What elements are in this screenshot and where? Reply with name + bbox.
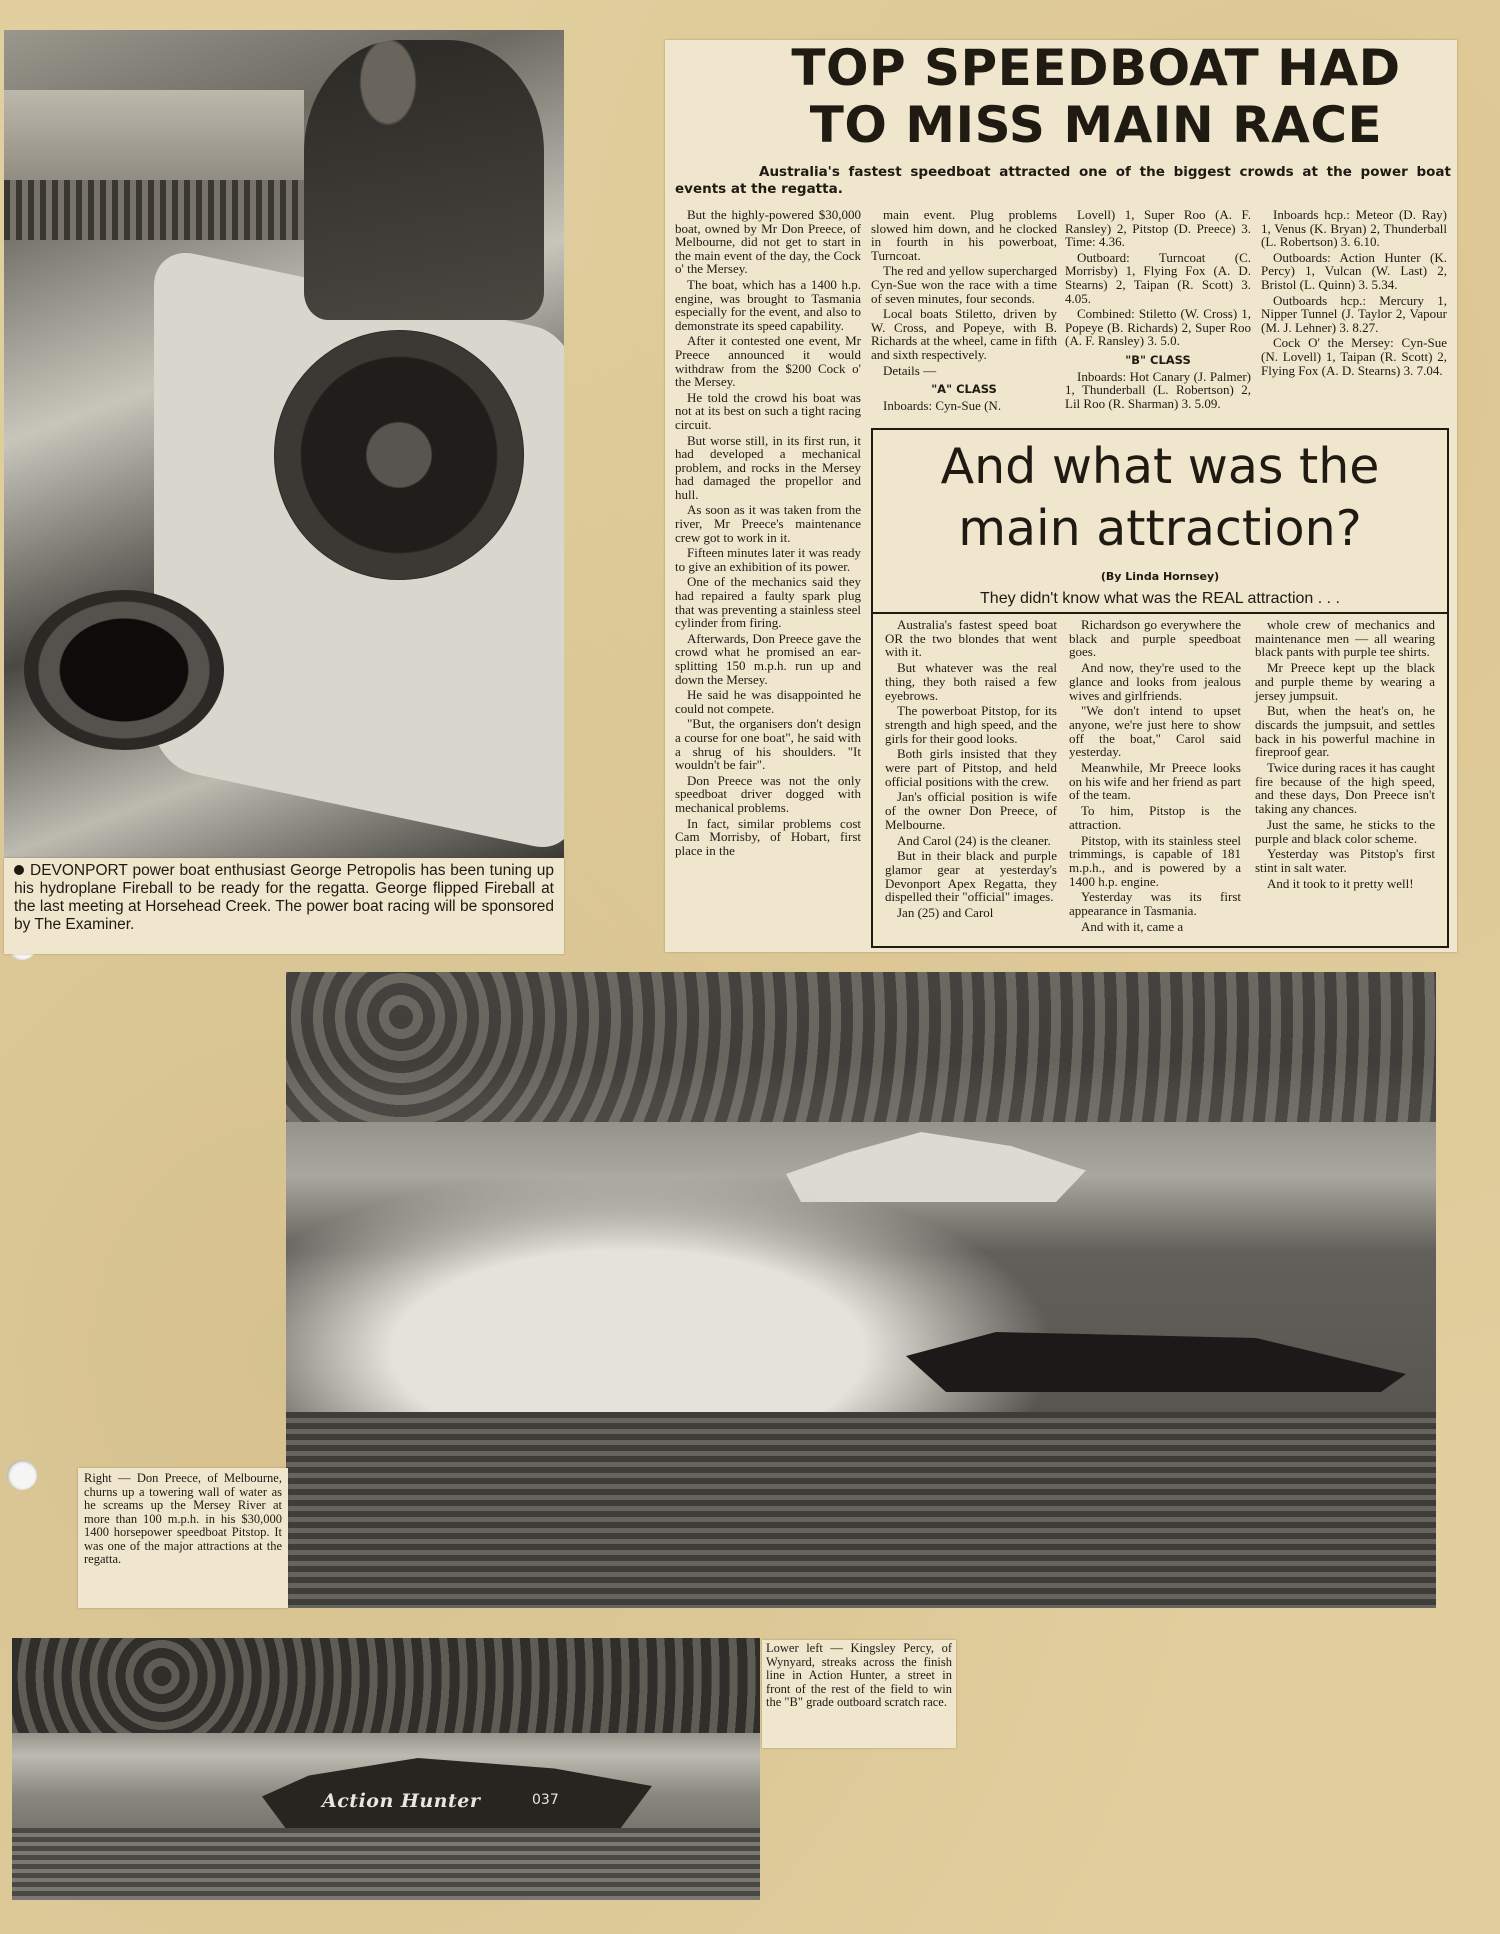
paragraph: He said he was disappointed he could not compete. (675, 687, 861, 716)
paragraph: Fifteen minutes later it was ready to give an exhibition of its power. (675, 545, 861, 574)
article-column-4 (1261, 208, 1447, 379)
paragraph: In fact, similar problems cost Cam Morrisby, of Hobart, first place in the (675, 815, 861, 858)
paragraph: And now, they're used to the glance and looks from jealous wives and girlfriends. (1069, 660, 1241, 703)
paragraph: And with it, came a (1081, 918, 1184, 934)
results-line: Lovell) 1, Super Roo (A. F. Ransley) 2, Pitstop (D. Preece) 3. Time: 4.36. (1065, 207, 1251, 250)
photo-hydroplane-engine (4, 30, 564, 858)
paragraph: But the highly-powered $30,000 boat, owned by Mr Don Preece, of Melbourne, did not get to start in the main event of the day, the Cock o' the Mersey. (675, 207, 861, 277)
paragraph: Jan (25) and Carol (897, 905, 994, 921)
paragraph: The boat, which has a 1400 h.p. engine, was brought to Tasmania especially for the event, and also to demonstrate its speed capability. (675, 276, 861, 333)
results-subhead-a-class: "A" CLASS (931, 382, 997, 397)
paragraph: But, when the heat's on, he discards the jumpsuit, and settles back in his powerful machine in fireproof gear. (1255, 703, 1435, 760)
caption-engine-photo (4, 858, 564, 954)
paragraph: And Carol (24) is the cleaner. (897, 832, 1051, 848)
paragraph: Jan's official position is wife of the owner Don Preece, of Melbourne. (885, 789, 1057, 832)
sidebar-headline-line-1: And what was the (940, 438, 1380, 495)
article-column-2 (871, 208, 1057, 414)
boat-number-label: 037 (532, 1792, 559, 1808)
paragraph: After it contested one event, Mr Preece announced it would withdraw from the $200 Cock o' the Mersey. (675, 333, 861, 390)
paragraph: And it took to it pretty well! (1267, 875, 1414, 891)
paragraph: As soon as it was taken from the river, Mr Preece's maintenance crew got to work in it. (675, 502, 861, 545)
paragraph: Both girls insisted that they were part of Pitstop, and held official positions with the crew. (885, 746, 1057, 789)
sidebar-body (873, 612, 1447, 948)
results-line: Combined: Stiletto (W. Cross) 1, Popeye (B. Richards) 2, Super Roo (A. F. Ransley) 3. 5.0. (1065, 306, 1251, 349)
paragraph: "But, the organisers don't design a course for one boat", he said with a shrug of his shoulders. "It wouldn't be fair". (675, 716, 861, 773)
paragraph: Meanwhile, Mr Preece looks on his wife and her friend as part of the team. (1069, 760, 1241, 803)
results-line: Inboards: Cyn-Sue (N. (883, 397, 1002, 413)
paragraph: Afterwards, Don Preece gave the crowd what he promised an ear-splitting 150 m.p.h. run up and down the Mersey. (675, 630, 861, 687)
sidebar-column-3 (1255, 618, 1435, 892)
sidebar-column-1 (885, 618, 1057, 922)
article-top-speedboat (665, 40, 1457, 952)
article-headline (665, 40, 1457, 154)
headline-line-2: TO MISS MAIN RACE (809, 96, 1383, 154)
paragraph: To him, Pitstop is the attraction. (1069, 803, 1241, 832)
photo-shoreline (286, 972, 1436, 1122)
paragraph: main event. Plug problems slowed him down, and he clocked in fourth in his powerboat, Turncoat. (871, 207, 1057, 263)
paragraph: "We don't intend to upset anyone, we're just here to show off the boat," Carol said yesterday. (1069, 703, 1241, 760)
paragraph: Mr Preece kept up the black and purple theme by wearing a jersey jumpsuit. (1255, 660, 1435, 703)
results-line: Outboards: Action Hunter (K. Percy) 1, Vulcan (W. Last) 2, Bristol (L. Quinn) 3. 5.34. (1261, 249, 1447, 292)
paragraph: Pitstop, with its stainless steel trimmings, is capable of 181 m.p.h., and is powered by a 1400 h.p. engine. (1069, 832, 1241, 889)
paragraph: One of the mechanics said they had repaired a faulty spark plug that was preventing a stainless steel cylinder from firing. (675, 574, 861, 631)
paragraph: The powerboat Pitstop, for its strength and high speed, and the girls for their good looks. (885, 703, 1057, 746)
paragraph: But whatever was the real thing, they both raised a few eyebrows. (885, 660, 1057, 703)
paragraph: Richardson go everywhere the black and purple speedboat goes. (1069, 617, 1241, 660)
photo-exhaust-pipe (24, 590, 224, 750)
paragraph: He told the crowd his boat was not at its best on such a tight racing circuit. (675, 389, 861, 432)
photo-treeline (12, 1638, 760, 1733)
sidebar-headline-line-2: main attraction? (958, 500, 1362, 557)
paragraph: But in their black and purple glamor gear at yesterday's Devonport Apex Regatta, they dispelled their "official" images. (885, 848, 1057, 905)
sidebar-dek: They didn't know what was the REAL attraction . . . (980, 590, 1340, 607)
paragraph: The red and yellow supercharged Cyn-Sue won the race with a time of seven minutes, four seconds. (871, 263, 1057, 306)
paragraph: Just the same, he sticks to the purple and black color scheme. (1255, 816, 1435, 846)
caption-race-photo: Right — Don Preece, of Melbourne, churns up a towering wall of water as he screams up the Mersey River at more than 100 m.p.h. in his $30,000 1400 horsepower speedboat Pitstop. It was one of the major attractions at the regatta. (78, 1468, 288, 1608)
results-line: Inboards: Hot Canary (J. Palmer) 1, Thunderball (L. Robertson) 2, Lil Roo (R. Sharman) 3. 5.09. (1065, 368, 1251, 411)
results-line: Outboards hcp.: Mercury 1, Nipper Tunnel (J. Taylor 2, Vapour (M. J. Lehner) 3. 8.27. (1261, 292, 1447, 335)
photo-speedboat (906, 1332, 1406, 1392)
photo-supercharger (274, 330, 524, 580)
sidebar-byline: (By Linda Hornsey) (1100, 570, 1220, 583)
sidebar-headline (873, 436, 1447, 560)
photo-river-water (286, 1412, 1436, 1608)
headline-line-1: TOP SPEEDBOAT HAD (791, 39, 1401, 97)
photo-houses (4, 90, 304, 190)
paragraph: Details — (883, 362, 937, 378)
article-column-3 (1065, 208, 1251, 412)
paragraph: Local boats Stiletto, driven by W. Cross, and Popeye, with B. Richards at the wheel, came in fifth and sixth respectively. (871, 306, 1057, 362)
paragraph: Yesterday was Pitstop's first stint in salt water. (1255, 846, 1435, 875)
results-subhead-b-class: "B" CLASS (1125, 352, 1191, 367)
results-line: Cock O' the Mersey: Cyn-Sue (N. Lovell) 1, Taipan (R. Scott) 2, Flying Fox (A. D. Stearns) 3. 7.04. (1261, 335, 1447, 378)
caption-engine-text: DEVONPORT power boat enthusiast George Petropolis has been tuning up his hydroplane Fireball to be ready for the regatta. George flipped Fireball at the last meeting at Horsehead Creek. The power boat racing will be sponsored by The Examiner. (14, 862, 554, 933)
photo-pitstop-racing (286, 972, 1436, 1608)
photo-action-hunter (12, 1638, 760, 1900)
binder-hole-bottom (7, 1460, 37, 1490)
results-line: Outboard: Turncoat (C. Morrisby) 1, Flying Fox (A. D. Stearns) 2, Taipan (R. Scott) 3. 4.05. (1065, 249, 1251, 306)
article-column-1 (675, 208, 861, 859)
article-standfirst: Australia's fastest speedboat attracted one of the biggest crowds at the power boat events at the regatta. (675, 164, 1451, 197)
paragraph: Australia's fastest speed boat OR the two blondes that went with it. (885, 617, 1057, 660)
paragraph: Don Preece was not the only speedboat driver dogged with mechanical problems. (675, 772, 861, 815)
results-line: Inboards hcp.: Meteor (D. Ray) 1, Venus (K. Bryan) 2, Thunderball (L. Robertson) 3. 6.10. (1261, 207, 1447, 250)
sidebar-main-attraction (871, 428, 1449, 948)
paragraph: Twice during races it has caught fire because of the high speed, and these days, Don Preece isn't taking any chances. (1255, 760, 1435, 817)
paragraph: Yesterday was its first appearance in Tasmania. (1069, 889, 1241, 919)
photo-river-water (12, 1828, 760, 1900)
caption-action-photo: Lower left — Kingsley Percy, of Wynyard, streaks across the finish line in Action Hunter, a street in front of the rest of the field to win the "B" grade outboard scratch race. (762, 1640, 956, 1748)
bullet-icon (14, 865, 24, 875)
paragraph: whole crew of mechanics and maintenance men — all wearing black pants with purple tee shirts. (1255, 617, 1435, 660)
paragraph: But worse still, in its first run, it had developed a mechanical problem, and rocks in the Mersey had damaged the propellor and hull. (675, 432, 861, 502)
sidebar-column-2 (1069, 618, 1241, 935)
photo-fence (4, 180, 334, 240)
photo-mechanic (304, 40, 544, 320)
boat-name-label: Action Hunter (322, 1790, 481, 1812)
